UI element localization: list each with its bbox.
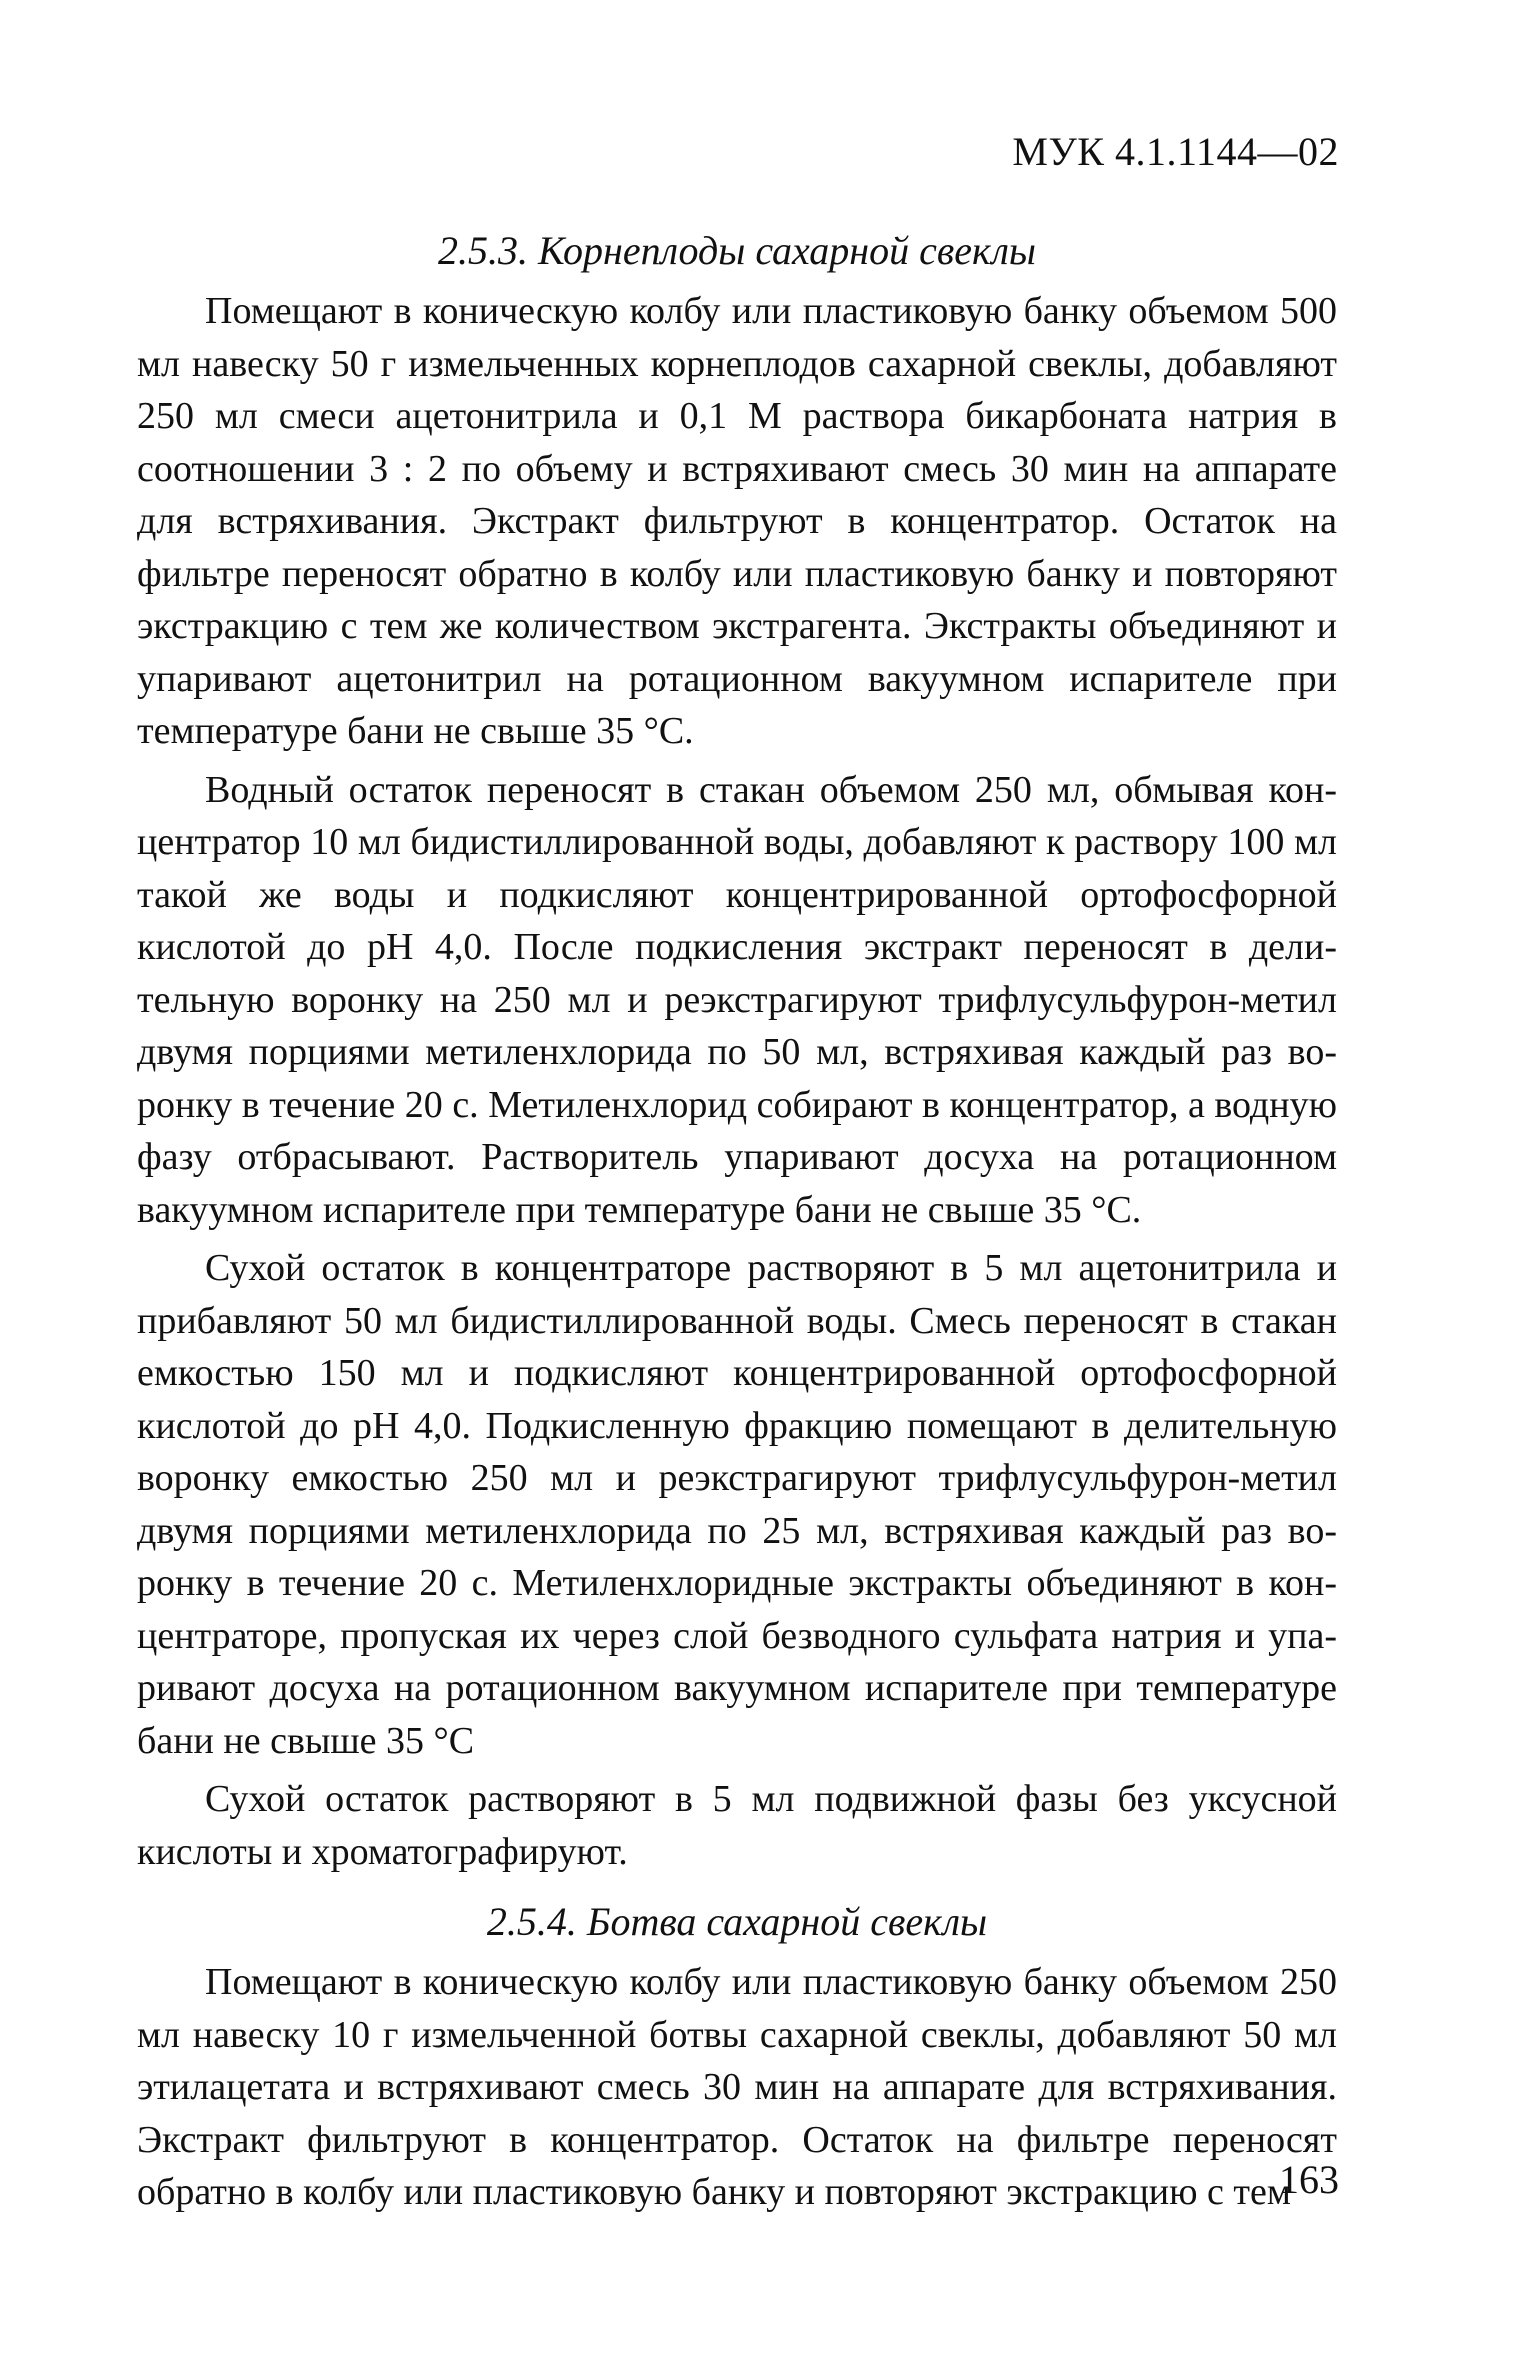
section-2-5-4 bbox=[137, 1896, 1337, 2219]
paragraph: Помещают в коническую колбу или пластиковую банку объемом 250 мл навеску 10 г измельченной ботвы сахарной свеклы, добавляют 50 мл этилацетата и встряхивают смесь 30 мин на аппарате для встряхивания. Экстракт фильтруют в концентратор. Остаток на фильтре переносят обратно в колбу или пластиковую банку и повторяют экстракцию с тем bbox=[137, 1961, 1337, 2213]
section-2-5-3 bbox=[137, 225, 1337, 1878]
paragraph: Помещают в коническую колбу или пластиковую банку объемом 500 мл навеску 50 г измельченных корнеплодов сахарной свеклы, добавляют 250 мл смеси ацетонитрила и 0,1 М раствора бикарбоната натрия в соотношении 3 : 2 по объему и встряхивают смесь 30 мин на аппарате для встряхивания. Экстракт фильтруют в концентратор. Остаток на фильтре переносят обратно в колбу или пластиковую банку и повторяют экстракцию с тем же количеством экстрагента. Экстракты объединяют и упаривают ацетонитрил на ротационном вакуумном испарителе при температуре бани не свыше 35 °С. bbox=[137, 290, 1337, 752]
section-title: 2.5.4. Ботва сахарной свеклы bbox=[486, 1899, 988, 1944]
page-number: 163 bbox=[1279, 2157, 1339, 2202]
paragraph: Сухой остаток растворяют в 5 мл подвижной фазы без уксусной кислоты и хроматографируют. bbox=[137, 1778, 1337, 1873]
paragraph: Водный остаток переносят в стакан объемом 250 мл, обмывая концентратор 10 мл бидистиллированной воды, добавляют к раствору 100 мл такой же воды и подкисляют концентрированной ортофосфорной кислотой до pH 4,0. После подкисления экстракт переносят в делительную воронку на 250 мл и реэкстрагируют трифлусульфурон-метил двумя порциями метиленхлорида по 50 мл, встряхивая каждый раз воронку в течение 20 с. Метиленхлорид собирают в концентратор, а водную фазу отбрасывают. Растворитель упаривают досуха на ротационном вакуумном испарителе при температуре бани не свыше 35 °С. bbox=[137, 768, 1337, 1231]
page-content bbox=[137, 225, 1337, 2225]
document-code: МУК 4.1.1144—02 bbox=[1012, 129, 1339, 174]
paragraph: Сухой остаток в концентраторе растворяют в 5 мл ацетонитрила и прибавляют 50 мл бидистиллированной воды. Смесь переносят в стакан емкостью 150 мл и подкисляют концентрированной ортофосфорной кислотой до pH 4,0. Подкисленную фракцию помещают в делительную воронку емкостью 250 мл и реэкстрагируют трифлусульфурон-метил двумя порциями метиленхлорида по 25 мл, встряхивая каждый раз воронку в течение 20 с. Метиленхлоридные экстракты объединяют в концентраторе, пропуская их через слой безводного сульфата натрия и упаривают досуха на ротационном вакуумном испарителе при температуре бани не свыше 35 °С bbox=[137, 1247, 1337, 1762]
section-title: 2.5.3. Корнеплоды сахарной свеклы bbox=[437, 228, 1037, 273]
